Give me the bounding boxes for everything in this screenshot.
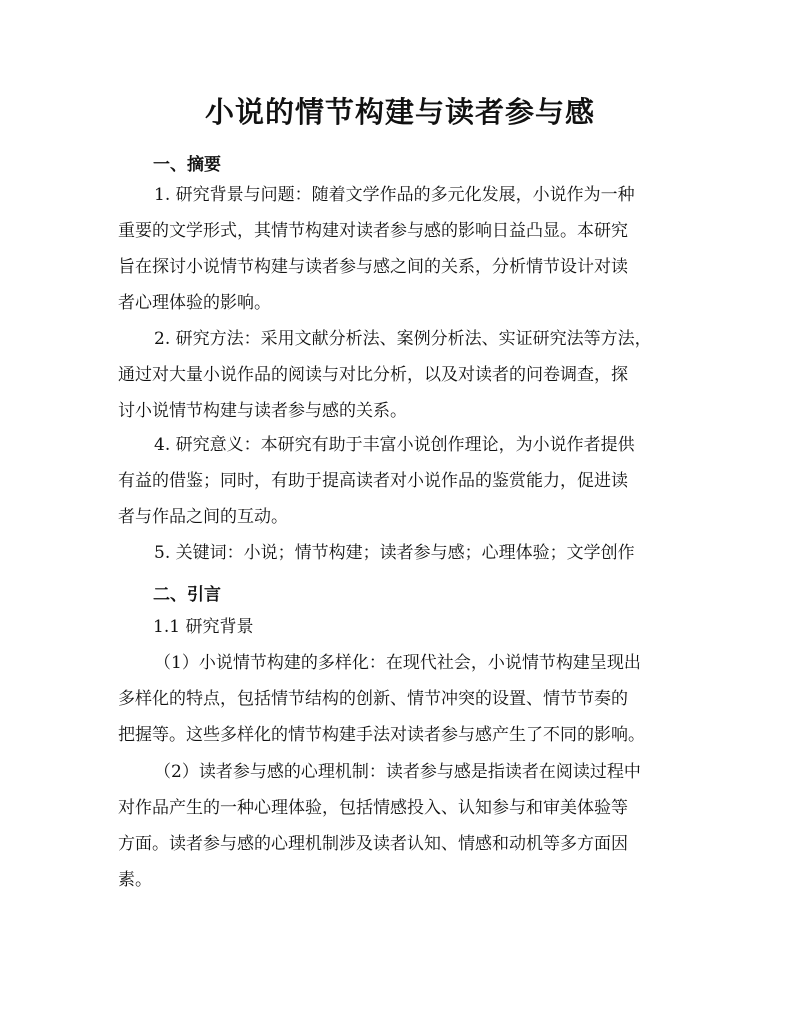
text-line: 者与作品之间的互动。 (118, 507, 288, 527)
page-title: 小说的情节构建与读者参与感 (204, 95, 595, 129)
abstract-paragraph-significance (118, 427, 690, 535)
text-line: 对作品产生的一种心理体验，包括情感投入、认知参与和审美体验等 (118, 798, 628, 818)
text-line: 方面。读者参与感的心理机制涉及读者认知、情感和动机等多方面因 (118, 834, 628, 854)
text-line: 者心理体验的影响。 (118, 293, 271, 313)
section-heading-intro: 二、引言 (153, 585, 221, 605)
text-line: 旨在探讨小说情节构建与读者参与感之间的关系，分析情节设计对读 (118, 257, 628, 277)
text-line: 多样化的特点，包括情节结构的创新、情节冲突的设置、情节节奏的 (118, 689, 628, 709)
text-line: 通过对大量小说作品的阅读与对比分析，以及对读者的问卷调查，探 (118, 365, 628, 385)
intro-paragraph-mechanism (118, 754, 690, 898)
text-line: （1）小说情节构建的多样化：在现代社会，小说情节构建呈现出 (154, 653, 641, 673)
intro-paragraph-diversity (118, 645, 690, 753)
abstract-paragraph-keywords (118, 535, 690, 571)
text-line: 2. 研究方法：采用文献分析法、案例分析法、实证研究法等方法， (154, 329, 652, 349)
section-heading-abstract: 一、摘要 (153, 155, 221, 175)
text-line: 4. 研究意义：本研究有助于丰富小说创作理论，为小说作者提供 (154, 435, 635, 455)
abstract-paragraph-background (118, 177, 690, 321)
text-line: 把握等。这些多样化的情节构建手法对读者参与感产生了不同的影响。 (118, 725, 645, 745)
text-line: 讨小说情节构建与读者参与感的关系。 (118, 401, 407, 421)
subsection-heading-background: 1.1 研究背景 (153, 617, 254, 637)
abstract-paragraph-methods (118, 321, 690, 429)
text-line: （2）读者参与感的心理机制：读者参与感是指读者在阅读过程中 (154, 762, 641, 782)
text-line: 重要的文学形式，其情节构建对读者参与感的影响日益凸显。本研究 (118, 221, 628, 241)
text-line: 有益的借鉴；同时，有助于提高读者对小说作品的鉴赏能力，促进读 (118, 471, 628, 491)
text-line: 5. 关键词：小说；情节构建；读者参与感；心理体验；文学创作 (154, 543, 635, 563)
text-line: 素。 (118, 870, 152, 890)
text-line: 1. 研究背景与问题：随着文学作品的多元化发展，小说作为一种 (154, 185, 635, 205)
